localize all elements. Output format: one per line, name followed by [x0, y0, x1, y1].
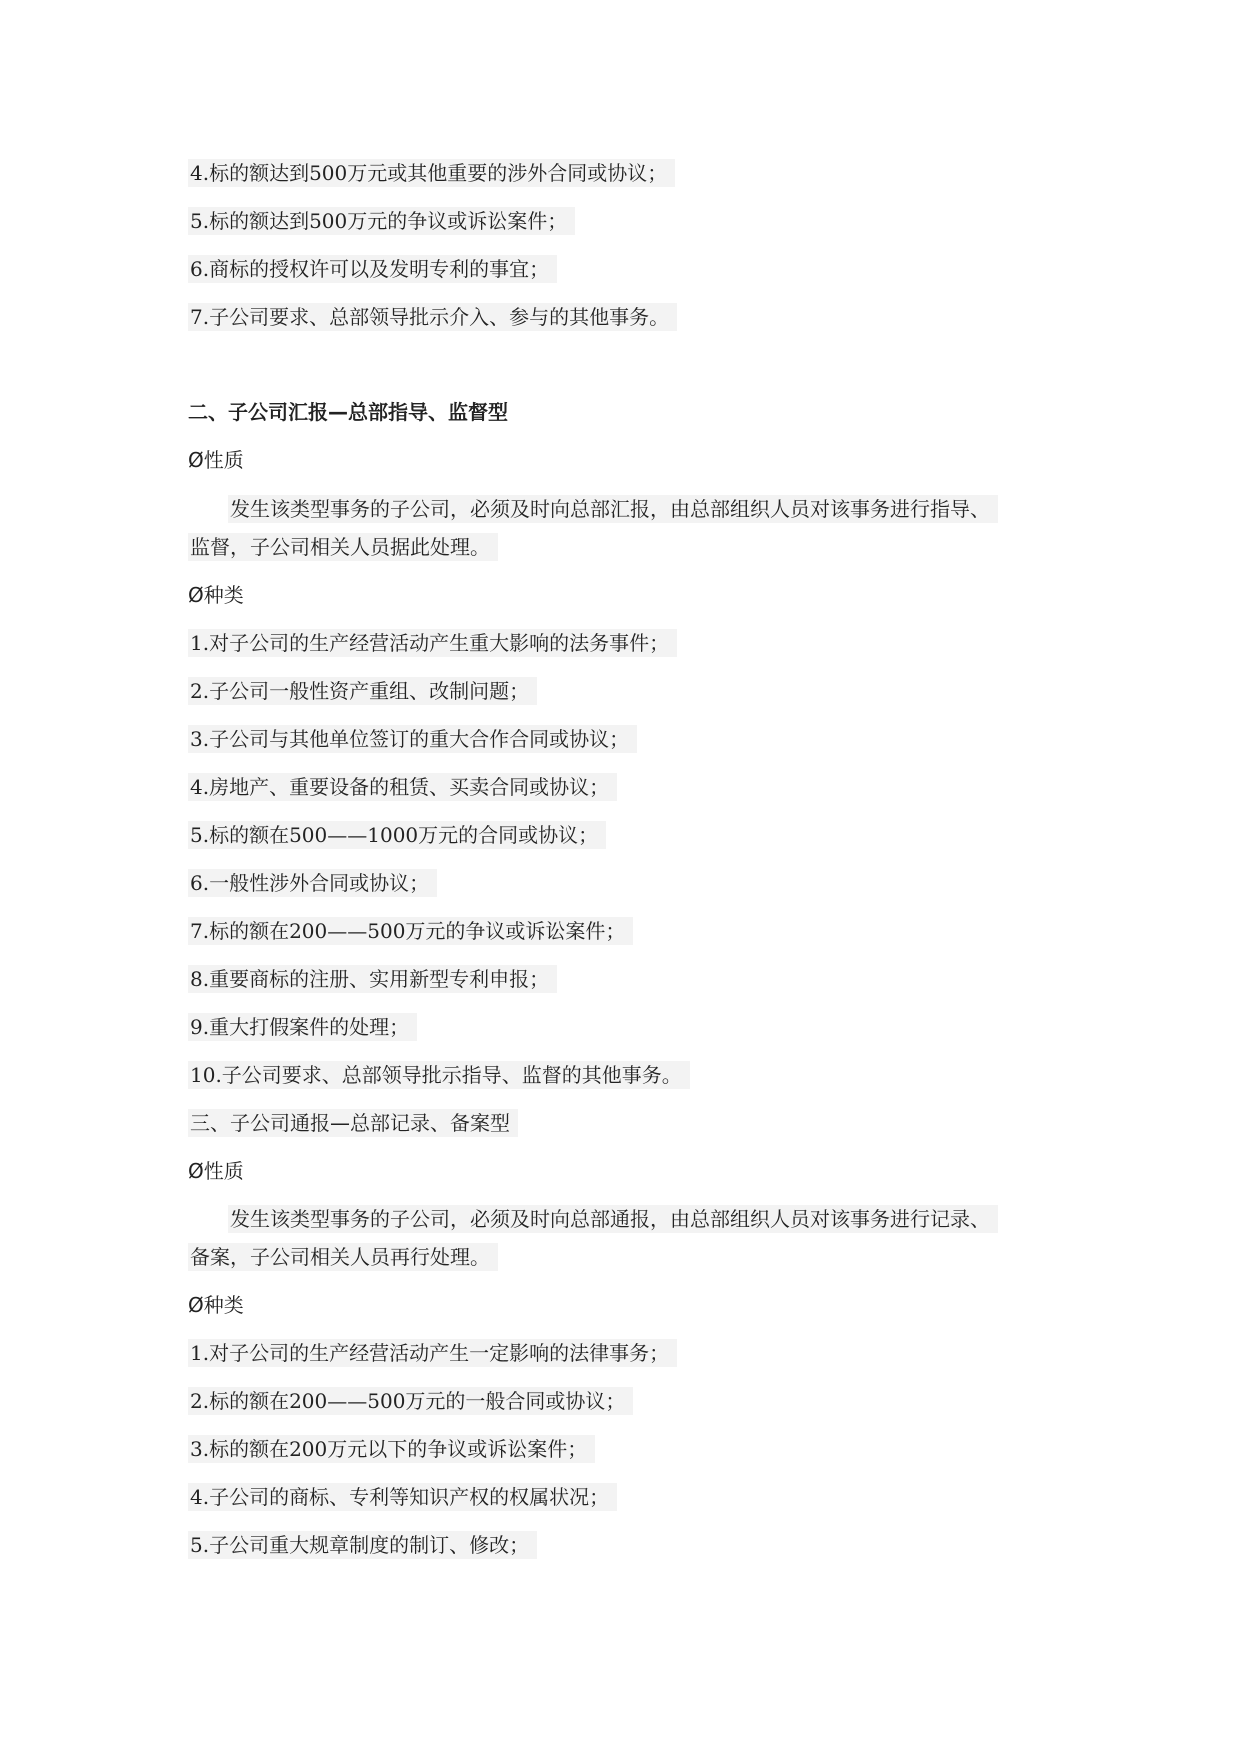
text-line: 10.子公司要求、总部领导批示指导、监督的其他事务。	[188, 1060, 690, 1090]
text-line: 2.子公司一般性资产重组、改制问题；	[188, 676, 537, 706]
text-line: 3.子公司与其他单位签订的重大合作合同或协议；	[188, 724, 637, 754]
section-heading: 三、子公司通报—总部记录、备案型	[188, 1108, 518, 1138]
text-line: 2.标的额在200——500万元的一般合同或协议；	[188, 1386, 633, 1416]
text-line: 6.一般性涉外合同或协议；	[188, 868, 437, 898]
paragraph-line: 发生该类型事务的子公司，必须及时向总部汇报，由总部组织人员对该事务进行指导、	[188, 494, 998, 524]
subsection-label: Ø性质	[188, 448, 244, 472]
text-line: 9.重大打假案件的处理；	[188, 1012, 417, 1042]
text-line: 5.标的额达到500万元的争议或诉讼案件；	[188, 206, 575, 236]
text-line: 7.子公司要求、总部领导批示介入、参与的其他事务。	[188, 302, 677, 332]
subsection-label: Ø种类	[188, 1293, 244, 1317]
section-heading: 二、子公司汇报—总部指导、监督型	[188, 400, 508, 424]
paragraph-line: 发生该类型事务的子公司，必须及时向总部通报，由总部组织人员对该事务进行记录、	[188, 1204, 998, 1234]
text-line: 3.标的额在200万元以下的争议或诉讼案件；	[188, 1434, 595, 1464]
subsection-label: Ø种类	[188, 583, 244, 607]
text-line: 4.子公司的商标、专利等知识产权的权属状况；	[188, 1482, 617, 1512]
text-line: 5.标的额在500——1000万元的合同或协议；	[188, 820, 606, 850]
subsection-label: Ø性质	[188, 1159, 244, 1183]
text-line: 1.对子公司的生产经营活动产生一定影响的法律事务；	[188, 1338, 677, 1368]
text-line: 7.标的额在200——500万元的争议或诉讼案件；	[188, 916, 633, 946]
text-line: 4.房地产、重要设备的租赁、买卖合同或协议；	[188, 772, 617, 802]
text-line: 6.商标的授权许可以及发明专利的事宜；	[188, 254, 557, 284]
paragraph-line: 监督，子公司相关人员据此处理。	[188, 532, 498, 562]
text-line: 5.子公司重大规章制度的制订、修改；	[188, 1530, 537, 1560]
text-line: 1.对子公司的生产经营活动产生重大影响的法务事件；	[188, 628, 677, 658]
text-line: 4.标的额达到500万元或其他重要的涉外合同或协议；	[188, 158, 675, 188]
text-line: 8.重要商标的注册、实用新型专利申报；	[188, 964, 557, 994]
paragraph-line: 备案，子公司相关人员再行处理。	[188, 1242, 498, 1272]
